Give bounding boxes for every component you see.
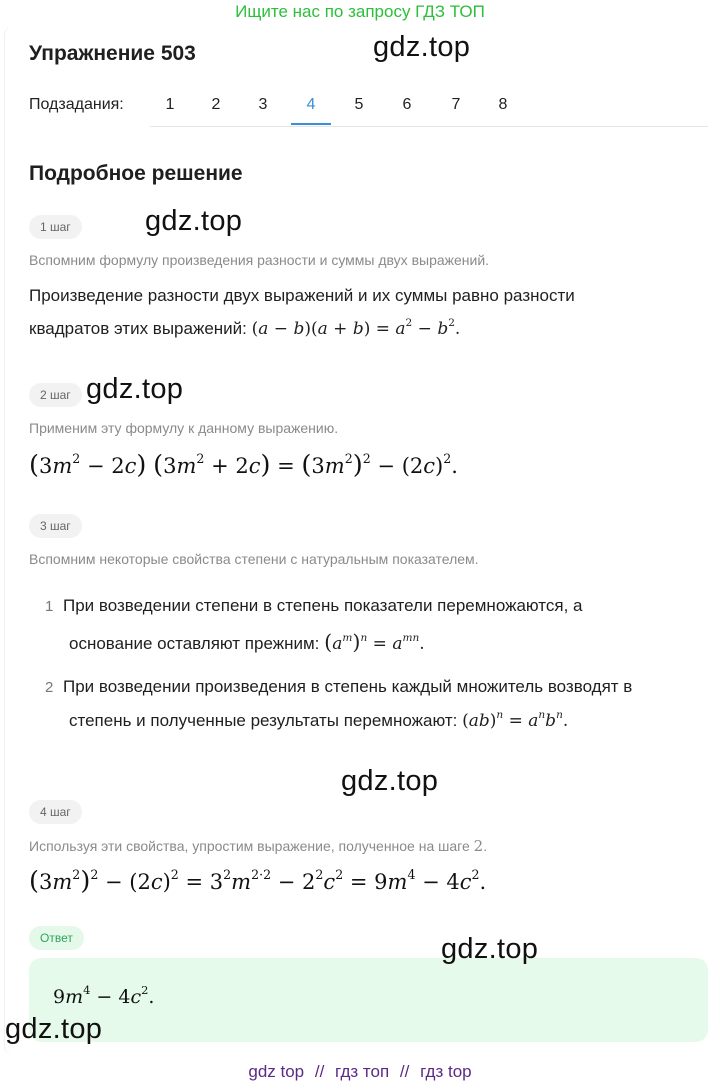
watermark: gdz.top — [373, 31, 471, 63]
property-number-1: 1 — [45, 598, 54, 615]
step-text-1-line1: Произведение разности двух выражений и их суммы равно разности — [29, 286, 575, 305]
subtasks-tabs — [150, 86, 708, 127]
formula-power-of-product: $(ab)^n = a^nb^n$. — [462, 709, 569, 731]
property-2-line2 — [69, 711, 568, 731]
active-tab-underline — [291, 123, 331, 125]
formula-difference-of-squares: $(a - b)(a + b) = a^2 - b^2$. — [251, 317, 461, 339]
footer-link-gdz-top-mixed[interactable]: гдз top — [420, 1062, 472, 1081]
step-formula-2: $(3m^2 - 2c) (3m^2 + 2c) = (3m^2)^2 - (2c)^2$. — [29, 450, 458, 480]
watermark: gdz.top — [5, 1013, 103, 1045]
step-text-1-prefix: квадратов этих выражений: — [29, 319, 252, 338]
watermark: gdz.top — [145, 205, 243, 237]
subtask-tab-7[interactable]: 7 — [451, 96, 461, 113]
property-2-line1: При возведении произведения в степень каждый множитель возводят в — [63, 677, 633, 696]
step-formula-4: $(3m^2)^2 - (2c)^2 = 3^2m^{2\cdot 2} - 2^2c^2 = 9m^4 - 4c^2$. — [29, 866, 487, 896]
step-hint-4-ref: 2 — [473, 837, 484, 855]
watermark: gdz.top — [341, 765, 439, 797]
footer-separator: // — [314, 1062, 325, 1081]
watermark: gdz.top — [441, 933, 539, 965]
subtask-tab-8[interactable]: 8 — [498, 96, 508, 113]
step-hint-1: Вспомним формулу произведения разности и суммы двух выражений. — [29, 252, 490, 268]
step-badge-3: 3 шаг — [29, 514, 82, 538]
subtask-tab-2[interactable]: 2 — [211, 96, 221, 113]
footer-link-gdz-top-ru[interactable]: гдз топ — [335, 1062, 390, 1081]
search-banner: Ищите нас по запросу ГДЗ ТОП — [235, 2, 485, 21]
answer-box — [29, 958, 708, 1042]
step-text-1-line2 — [29, 319, 460, 339]
subtask-tab-5[interactable]: 5 — [354, 96, 364, 113]
watermark: gdz.top — [86, 373, 184, 405]
property-1-line1: При возведении степени в степень показатели перемножаются, а — [63, 596, 583, 615]
subtask-tab-6[interactable]: 6 — [402, 96, 412, 113]
subtask-tab-4[interactable]: 4 — [306, 96, 316, 113]
step-badge-1: 1 шаг — [29, 215, 82, 239]
step-badge-4: 4 шаг — [29, 800, 82, 824]
step-hint-3: Вспомним некоторые свойства степени с натуральным показателем. — [29, 551, 479, 567]
step-hint-2: Применим эту формулу к данному выражению. — [29, 420, 339, 436]
answer-formula: $9m^4 - 4c^2$. — [53, 982, 155, 1008]
property-1-prefix: основание оставляют прежним: — [69, 634, 325, 653]
property-2-prefix: степень и полученные результаты перемножают: — [69, 711, 463, 730]
answer-badge: Ответ — [29, 926, 84, 950]
property-1-line2 — [69, 630, 425, 654]
footer-links — [0, 1062, 720, 1082]
footer-separator: // — [399, 1062, 410, 1081]
footer-link-gdz-top[interactable]: gdz top — [248, 1062, 305, 1081]
subtask-tab-3[interactable]: 3 — [258, 96, 268, 113]
section-title: Подробное решение — [29, 162, 243, 185]
property-number-2: 2 — [45, 679, 54, 696]
subtask-tab-1[interactable]: 1 — [165, 96, 175, 113]
step-hint-4 — [29, 837, 487, 855]
exercise-title: Упражнение 503 — [29, 42, 196, 65]
step-hint-4-text: Используя эти свойства, упростим выражение, полученное на шаге — [29, 838, 470, 854]
subtasks-label: Подзадания: — [29, 96, 124, 113]
formula-power-of-power: $(a^m)^n = a^{mn}$. — [324, 630, 425, 654]
step-badge-2: 2 шаг — [29, 383, 82, 407]
step-hint-4-period: . — [483, 838, 488, 854]
